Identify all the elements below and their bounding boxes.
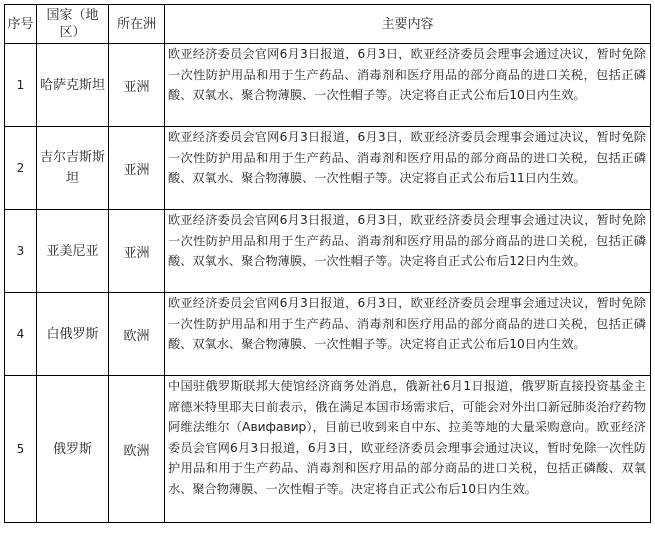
header-content: 主要内容 [165, 5, 651, 44]
cell-content: 欧亚经济委员会官网6月3日报道，6月3日，欧亚经济委员会理事会通过决议，暂时免除一次性防护用品和用于生产药品、消毒剂和医疗用品的部分商品的进口关税，包括正磷酸、双氧水、聚合物薄膜、一次性帽子等。决定将自正式公布后10日内生效。 [165, 293, 651, 376]
cell-continent: 亚洲 [109, 210, 165, 293]
cell-content: 中国驻俄罗斯联邦大使馆经济商务处消息，俄新社6月1日报道，俄罗斯直接投资基金主席德米特里耶夫日前表示，俄在满足本国市场需求后，可能会对外出口新冠肺炎治疗药物阿维法维尔（Авифавир），目前已收到来自中东、拉美等地的大量采购意向。欧亚经济委员会官网6月3日报道，6月3日，欧亚经济委员会理事会通过决议，暂时免除一次性防护用品和用于生产药品、消毒剂和医疗用品的部分商品的进口关税，包括正磷酸、双氧水、聚合物薄膜、一次性帽子等。决定将自正式公布后10日内生效。 [165, 376, 651, 523]
cell-seq: 1 [5, 44, 37, 127]
cell-country: 亚美尼亚 [37, 210, 109, 293]
cell-continent: 亚洲 [109, 127, 165, 210]
table-row [5, 44, 651, 127]
cell-country: 吉尔吉斯斯坦 [37, 127, 109, 210]
table-row [5, 210, 651, 293]
cell-seq: 3 [5, 210, 37, 293]
cell-country: 白俄罗斯 [37, 293, 109, 376]
table-row [5, 293, 651, 376]
header-continent: 所在洲 [109, 5, 165, 44]
cell-content: 欧亚经济委员会官网6月3日报道，6月3日，欧亚经济委员会理事会通过决议，暂时免除一次性防护用品和用于生产药品、消毒剂和医疗用品的部分商品的进口关税，包括正磷酸、双氧水、聚合物薄膜、一次性帽子等。决定将自正式公布后11日内生效。 [165, 127, 651, 210]
policy-table [4, 4, 651, 523]
cell-country: 俄罗斯 [37, 376, 109, 523]
cell-continent: 欧洲 [109, 376, 165, 523]
cell-content: 欧亚经济委员会官网6月3日报道，6月3日，欧亚经济委员会理事会通过决议，暂时免除一次性防护用品和用于生产药品、消毒剂和医疗用品的部分商品的进口关税，包括正磷酸、双氧水、聚合物薄膜、一次性帽子等。决定将自正式公布后12日内生效。 [165, 210, 651, 293]
header-country: 国家（地区） [37, 5, 109, 44]
cell-continent: 亚洲 [109, 44, 165, 127]
cell-seq: 4 [5, 293, 37, 376]
header-seq: 序号 [5, 5, 37, 44]
cell-content: 欧亚经济委员会官网6月3日报道，6月3日，欧亚经济委员会理事会通过决议，暂时免除一次性防护用品和用于生产药品、消毒剂和医疗用品的部分商品的进口关税，包括正磷酸、双氧水、聚合物薄膜、一次性帽子等。决定将自正式公布后10日内生效。 [165, 44, 651, 127]
cell-country: 哈萨克斯坦 [37, 44, 109, 127]
table-row [5, 127, 651, 210]
table-header-row [5, 5, 651, 44]
cell-seq: 5 [5, 376, 37, 523]
cell-continent: 欧洲 [109, 293, 165, 376]
cell-seq: 2 [5, 127, 37, 210]
table-row [5, 376, 651, 523]
